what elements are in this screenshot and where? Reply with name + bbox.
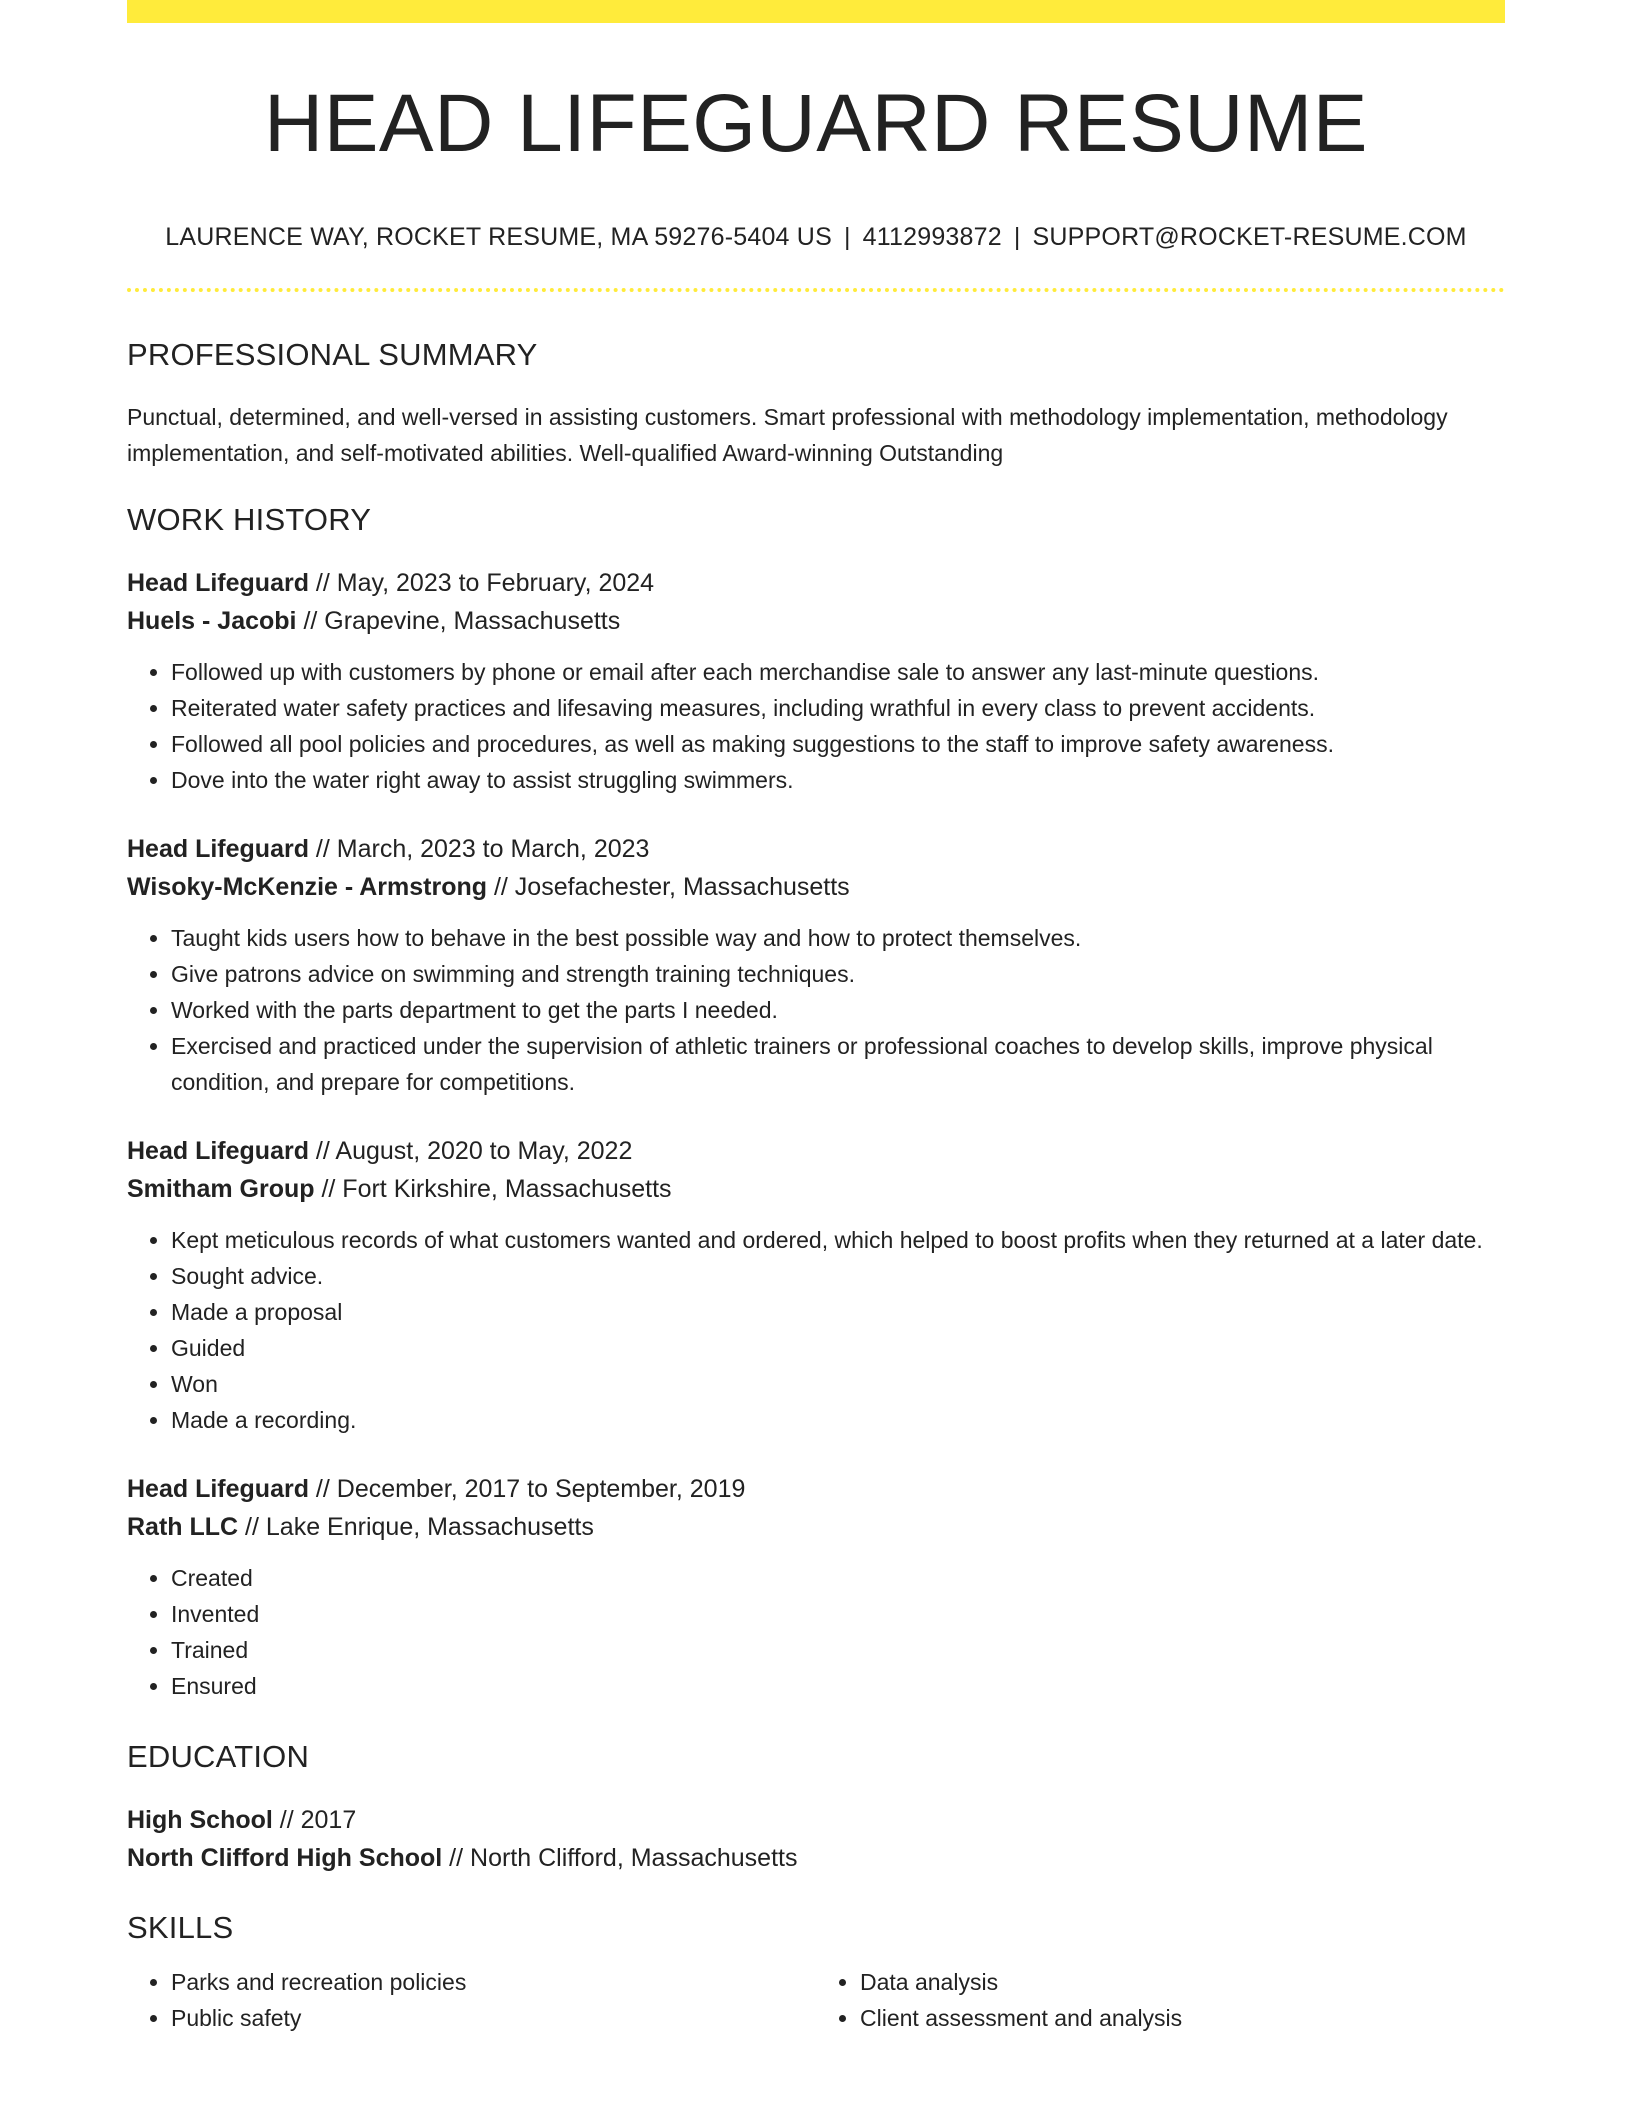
job-title: Head Lifeguard [127, 1475, 309, 1504]
graduation-year: // 2017 [272, 1806, 357, 1835]
job-duties [127, 654, 1505, 798]
skill-item: • Parks and recreation policies [171, 1964, 816, 2000]
job-entry [127, 1132, 1505, 1438]
school-location: // North Clifford, Massachusetts [442, 1844, 798, 1873]
skills-heading: SKILLS [127, 1910, 234, 1946]
resume-page [127, 0, 1505, 2036]
duty-item: • Guided [171, 1330, 1505, 1366]
email-address: SUPPORT@ROCKET-RESUME.COM [1032, 223, 1467, 252]
company-location: // Grapevine, Massachusetts [296, 607, 621, 636]
duty-item: • Made a proposal [171, 1294, 1505, 1330]
duty-item: • Trained [171, 1632, 1505, 1668]
resume-title: HEAD LIFEGUARD RESUME [263, 78, 1368, 169]
duty-item: • Followed up with customers by phone or email after each merchandise sale to answer any last-minute questions. [171, 654, 1505, 690]
skills-column-right [816, 1964, 1505, 2036]
top-accent-bar [127, 0, 1505, 23]
job-title-line [127, 1470, 1505, 1508]
education-heading: EDUCATION [127, 1739, 310, 1775]
skills-column-left [127, 1964, 816, 2036]
job-entry [127, 564, 1505, 798]
duty-item: • Give patrons advice on swimming and strength training techniques. [171, 956, 1505, 992]
job-dates: // August, 2020 to May, 2022 [308, 1137, 633, 1166]
job-title-line [127, 830, 1505, 868]
summary-text: Punctual, determined, and well-versed in assisting customers. Smart professional with methodology implementation, methodology implementation, and self-motivated abilities. Well-qualified Award-winning Outstanding [127, 403, 1448, 466]
duty-item: • Ensured [171, 1668, 1505, 1704]
duty-item: • Exercised and practiced under the supervision of athletic trainers or professional coaches to develop skills, improve physical condition, and prepare for competitions. [171, 1028, 1505, 1100]
education-entry [127, 1801, 1505, 1877]
duty-item: • Kept meticulous records of what customers wanted and ordered, which helped to boost profits when they returned at a later date. [171, 1222, 1505, 1258]
job-company-line [127, 1170, 1505, 1208]
job-title: Head Lifeguard [127, 569, 309, 598]
job-duties [127, 1560, 1505, 1704]
work-history-heading: WORK HISTORY [127, 501, 372, 537]
contact-info [127, 221, 1505, 254]
duty-item: • Taught kids users how to behave in the best possible way and how to protect themselves. [171, 920, 1505, 956]
degree-line [127, 1801, 1505, 1839]
duty-item: • Created [171, 1560, 1505, 1596]
skill-item: • Data analysis [860, 1964, 1505, 2000]
school-name: North Clifford High School [127, 1844, 443, 1873]
job-company-line [127, 1508, 1505, 1546]
duty-item: • Dove into the water right away to assist struggling swimmers. [171, 762, 1505, 798]
job-entry [127, 830, 1505, 1100]
duty-item: • Invented [171, 1596, 1505, 1632]
degree: High School [127, 1806, 273, 1835]
job-title: Head Lifeguard [127, 1137, 309, 1166]
duty-item: • Worked with the parts department to get the parts I needed. [171, 992, 1505, 1028]
dotted-divider [127, 288, 1505, 292]
job-title: Head Lifeguard [127, 835, 309, 864]
job-duties [127, 920, 1505, 1100]
phone-number: 4112993872 [862, 223, 1002, 252]
job-dates: // December, 2017 to September, 2019 [308, 1475, 746, 1504]
contact-separator: | [843, 223, 851, 252]
skill-item: • Client assessment and analysis [860, 2000, 1505, 2036]
company-name: Smitham Group [127, 1175, 315, 1204]
company-name: Huels - Jacobi [127, 607, 297, 636]
skill-item: • Public safety [171, 2000, 816, 2036]
company-location: // Lake Enrique, Massachusetts [238, 1513, 594, 1542]
address: LAURENCE WAY, ROCKET RESUME, MA 59276-5404 US [165, 223, 832, 252]
job-company-line [127, 602, 1505, 640]
job-dates: // May, 2023 to February, 2024 [308, 569, 655, 598]
duty-item: • Followed all pool policies and procedures, as well as making suggestions to the staff to improve safety awareness. [171, 726, 1505, 762]
job-title-line [127, 1132, 1505, 1170]
job-dates: // March, 2023 to March, 2023 [308, 835, 650, 864]
duty-item: • Sought advice. [171, 1258, 1505, 1294]
duty-item: • Reiterated water safety practices and lifesaving measures, including wrathful in every class to prevent accidents. [171, 690, 1505, 726]
company-location: // Josefachester, Massachusetts [487, 873, 850, 902]
summary-heading: PROFESSIONAL SUMMARY [127, 336, 538, 372]
company-name: Rath LLC [127, 1513, 239, 1542]
job-entry [127, 1470, 1505, 1704]
company-location: // Fort Kirkshire, Massachusetts [314, 1175, 672, 1204]
job-duties [127, 1222, 1505, 1438]
duty-item: • Made a recording. [171, 1402, 1505, 1438]
contact-separator: | [1013, 223, 1021, 252]
job-title-line [127, 564, 1505, 602]
skills-list [127, 1964, 1505, 2036]
company-name: Wisoky-McKenzie - Armstrong [127, 873, 488, 902]
school-line [127, 1839, 1505, 1877]
job-company-line [127, 868, 1505, 906]
duty-item: • Won [171, 1366, 1505, 1402]
